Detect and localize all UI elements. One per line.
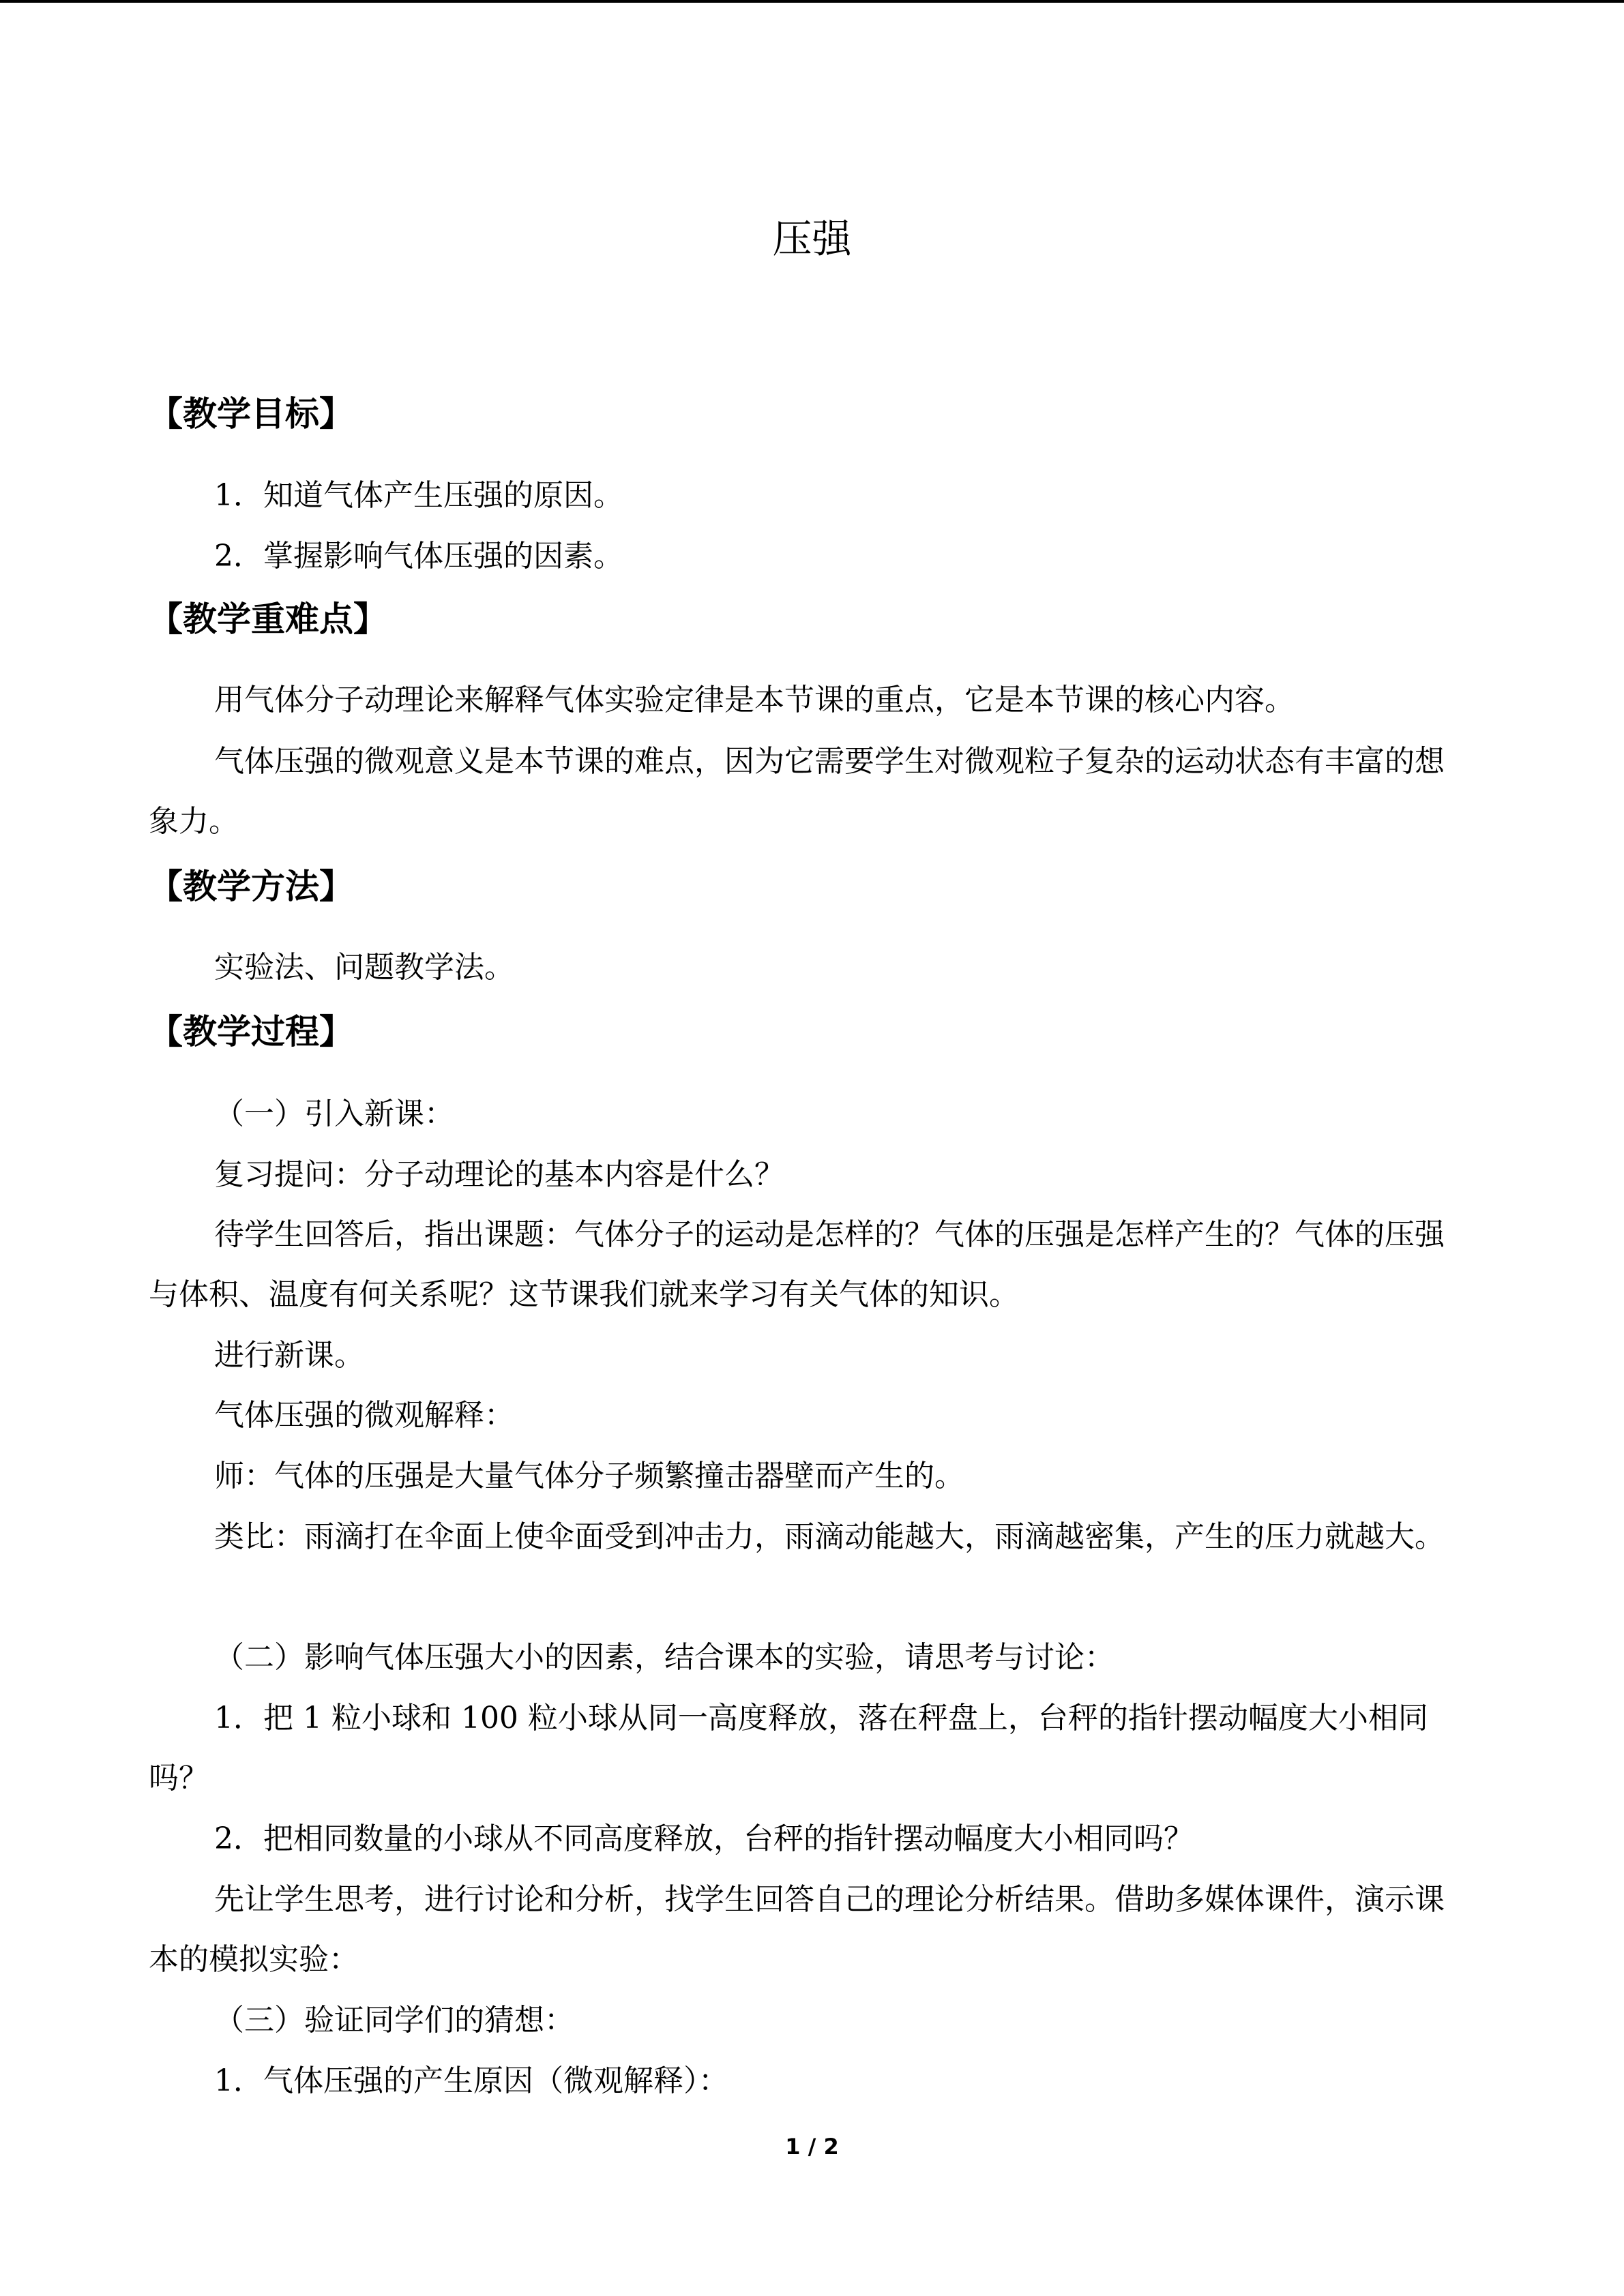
objective-item-2: 2．掌握影响气体压强的因素。 <box>214 539 623 573</box>
methods-text: 实验法、问题教学法。 <box>214 950 514 985</box>
teacher-statement: 师：气体的压强是大量气体分子频繁撞击器壁而产生的。 <box>214 1459 964 1493</box>
document-title: 压强 <box>772 215 852 262</box>
top-border-line <box>0 0 1624 3</box>
heading-teaching-objectives: 【教学目标】 <box>149 394 353 434</box>
objective-item-1: 1．知道气体产生压强的原因。 <box>214 478 623 513</box>
key-point-text: 用气体分子动理论来解释气体实验定律是本节课的重点，它是本节课的核心内容。 <box>214 683 1295 717</box>
new-lesson: 进行新课。 <box>214 1338 364 1373</box>
review-question: 复习提问：分子动理论的基本内容是什么？ <box>214 1157 784 1192</box>
analogy-text: 类比：雨滴打在伞面上使伞面受到冲击力，雨滴动能越大，雨滴越密集，产生的压力就越大。 <box>214 1519 1445 1554</box>
discussion-text: 先让学生思考，进行讨论和分析，找学生回答自己的理论分析结果。借助多媒体课件，演示课本的模拟实验： <box>149 1882 1445 1977</box>
question-1: 1．把 1 粒小球和 100 粒小球从同一高度释放，落在秤盘上，台秤的指针摆动幅度大小相同吗？ <box>149 1701 1428 1795</box>
verify-heading: （三）验证同学们的猜想： <box>214 2003 574 2038</box>
heading-key-difficult-points: 【教学重难点】 <box>149 599 387 639</box>
question-2: 2．把相同数量的小球从不同高度释放，台秤的指针摆动幅度大小相同吗？ <box>214 1821 1194 1856</box>
micro-explanation-heading: 气体压强的微观解释： <box>214 1398 514 1433</box>
factors-heading: （二）影响气体压强大小的因素，结合课本的实验，请思考与讨论： <box>214 1640 1114 1675</box>
heading-teaching-process: 【教学过程】 <box>149 1012 353 1052</box>
page-number: 1 / 2 <box>785 2134 839 2160</box>
process-intro-heading: （一）引入新课： <box>214 1097 454 1131</box>
difficult-point-text: 气体压强的微观意义是本节课的难点，因为它需要学生对微观粒子复杂的运动状态有丰富的想象力。 <box>149 744 1445 839</box>
cause-item-1: 1．气体压强的产生原因（微观解释）： <box>214 2063 728 2098</box>
topic-intro: 待学生回答后，指出课题：气体分子的运动是怎样的？气体的压强是怎样产生的？气体的压强与体积、温度有何关系呢？这节课我们就来学习有关气体的知识。 <box>149 1217 1445 1312</box>
heading-teaching-methods: 【教学方法】 <box>149 867 353 906</box>
